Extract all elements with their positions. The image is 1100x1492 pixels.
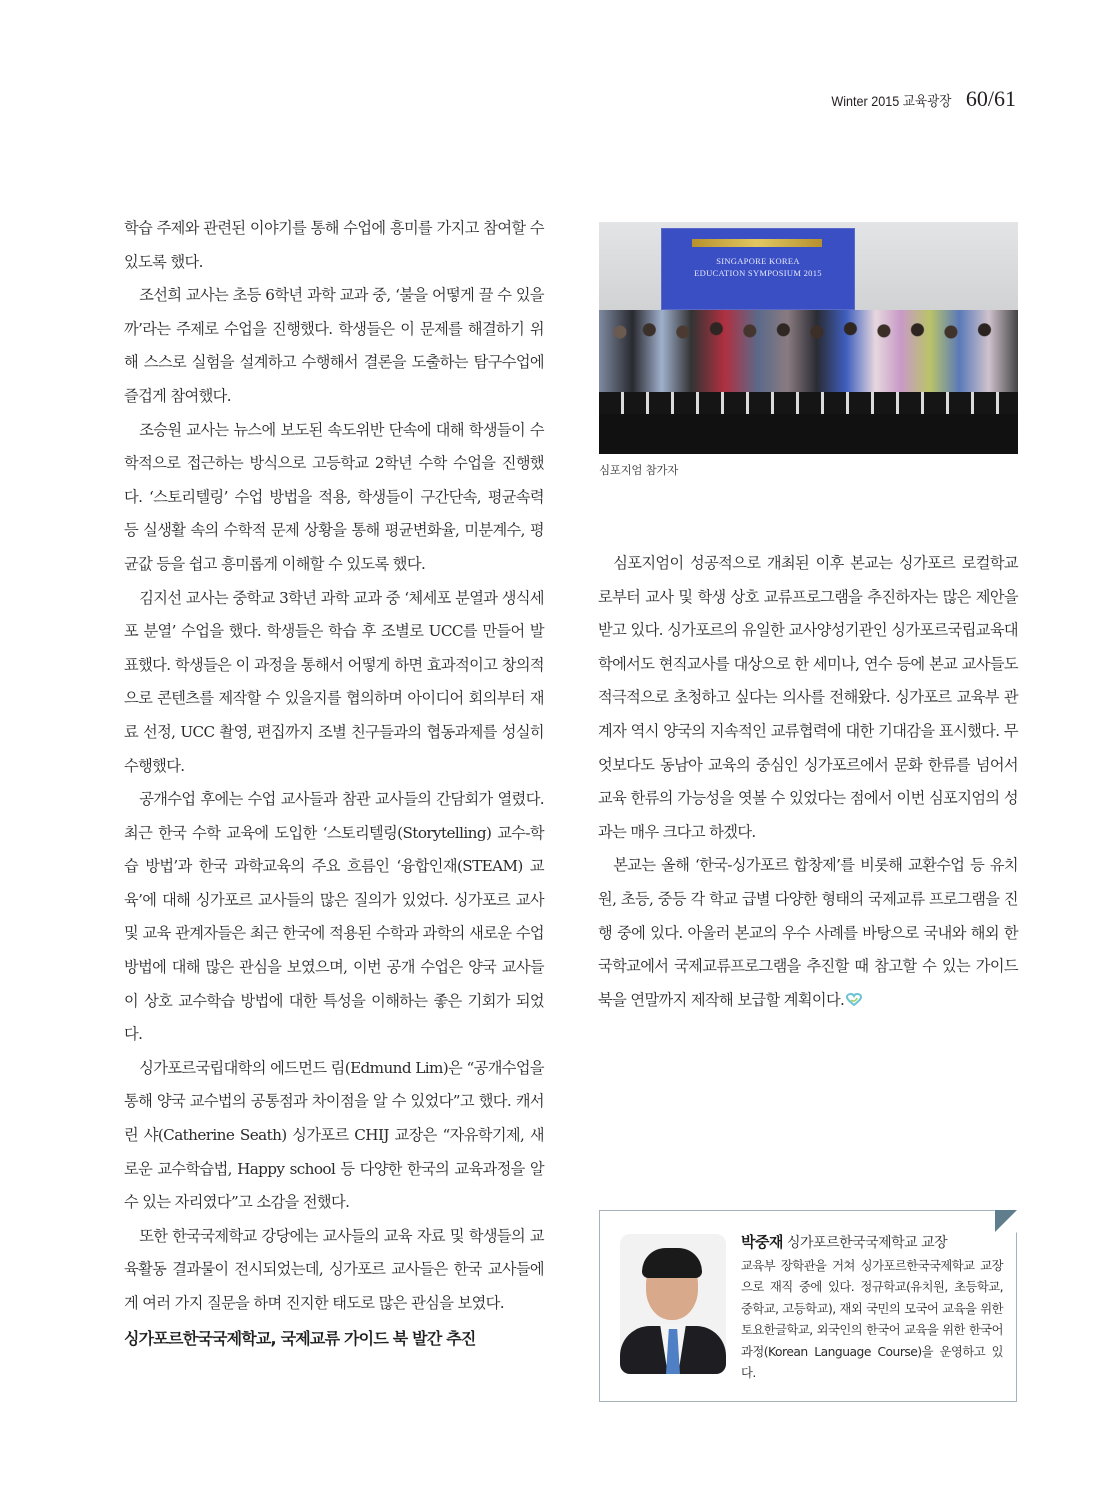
page-numbers: 60/61 (965, 86, 1016, 111)
paragraph-text: 본교는 올해 ‘한국-싱가포르 합창제’를 비롯해 교환수업 등 유치원, 초등, 중등 각 학교 급별 다양한 형태의 국제교류 프로그램을 진행 중에 있다. 아울러 본교의 우수 사례를 바탕으로 국내와 해외 한국학교에서 국제교류프로그램을 추진할 때 참고할 수 있는 가이드북을 연말까지 제작해 보급할 계획이다. (598, 856, 1018, 1009)
banner-text-line2: EDUCATION SYMPOSIUM 2015 (694, 268, 822, 278)
paragraph: 학습 주제와 관련된 이야기를 통해 수업에 흥미를 가지고 참여할 수 있도록 했다. (124, 219, 544, 271)
author-name-line (741, 1232, 1003, 1255)
paragraph: 공개수업 후에는 수업 교사들과 참관 교사들의 간담회가 열렸다. 최근 한국 수학 교육에 도입한 ‘스토리텔링(Storytelling) 교수-학습 방법’과 한국 과학교육의 주요 흐름인 ‘융합인재(STEAM) 교육’에 대해 싱가포르 교사들의 많은 질의가 있었다. 싱가포르 교사 및 교육 관계자들은 최근 한국에 적용된 수학과 과학의 새로운 수업 방법에 대해 많은 관심을 보였으며, 이번 공개 수업은 양국 교사들이 상호 교수학습 방법에 대한 특성을 이해하는 좋은 기회가 되었다. (124, 790, 544, 1044)
paragraph: 싱가포르국립대학의 에드먼드 림(Edmund Lim)은 “공개수업을 통해 양국 교수법의 공통점과 차이점을 알 수 있었다”고 했다. 캐서린 샤(Catherine Seath) 싱가포르 CHIJ 교장은 “자유학기제, 새로운 교수학습법, Happy school 등 다양한 한국의 교육과정을 알 수 있는 자리였다”고 소감을 전했다. (124, 1058, 544, 1212)
symposium-photo (599, 222, 1018, 454)
author-profile-box (599, 1210, 1016, 1402)
paragraph: 조승원 교사는 뉴스에 보도된 속도위반 단속에 대해 학생들이 수학적으로 접근하는 방식으로 고등학교 2학년 수학 수업을 진행했다. ‘스토리텔링’ 수업 방법을 적용, 학생들이 구간단속, 평균속력 등 실생활 속의 수학적 문제 상황을 통해 평균변화율, 미분계수, 평균값 등을 쉽고 흥미롭게 이해할 수 있도록 했다. (124, 420, 544, 573)
symposium-banner (661, 228, 855, 310)
profile-border-top (600, 1210, 995, 1211)
author-title: 싱가포르한국국제학교 교장 (786, 1235, 948, 1251)
author-name: 박중재 (741, 1233, 783, 1251)
author-bio: 교육부 장학관을 거쳐 싱가포르한국국제학교 교장으로 재직 중에 있다. 정규학교(유치원, 초등학교, 중학교, 고등학교), 재외 국민의 모국어 교육을 위한 토요한글학교, 외국인의 한국어 교육을 위한 한국어과정(Korean Language Course)을 운영하고 있다. (741, 1258, 1003, 1380)
banner-text-line1: SINGAPORE KOREA (716, 256, 800, 266)
magazine-issue: Winter 2015 교육광장 (831, 93, 952, 109)
author-portrait (620, 1234, 726, 1374)
paragraph: 심포지엄이 성공적으로 개최된 이후 본교는 싱가포르 로컬학교로부터 교사 및 학생 상호 교류프로그램을 추진하자는 많은 제안을 받고 있다. 싱가포르의 유일한 교사양성기관인 싱가포르국립교육대학에서도 현직교사를 대상으로 한 세미나, 연수 등에 본교 교사들도 적극적으로 초청하고 싶다는 의사를 전해왔다. 싱가포르 교육부 관계자 역시 양국의 지속적인 교류협력에 대한 기대감을 표시했다. 무엇보다도 동남아 교육의 중심인 싱가포르에서 문화 한류를 넘어서 교육 한류의 가능성을 엿볼 수 있었다는 점에서 이번 심포지엄의 성과는 매우 크다고 하겠다. (598, 554, 1018, 841)
paragraph: 김지선 교사는 중학교 3학년 과학 교과 중 ‘체세포 분열과 생식세포 분열’ 수업을 했다. 학생들은 학습 후 조별로 UCC를 만들어 발표했다. 학생들은 이 과정을 통해서 어떻게 하면 효과적이고 창의적으로 콘텐츠를 제작할 수 있을지를 협의하며 아이디어 회의부터 재료 선정, UCC 촬영, 편집까지 조별 친구들과의 협동과제를 성실히 수행했다. (124, 588, 544, 775)
author-info (741, 1232, 1003, 1385)
paragraph (598, 849, 1018, 1017)
paragraph: 또한 한국국제학교 강당에는 교사들의 교육 자료 및 학생들의 교육활동 결과물이 전시되었는데, 싱가포르 교사들은 한국 교사들에게 여러 가지 질문을 하며 진지한 태도로 많은 관심을 보였다. (124, 1226, 544, 1312)
right-column (598, 547, 1018, 1017)
chairs-row (599, 392, 1018, 416)
left-column (124, 212, 544, 1357)
corner-fold-icon (995, 1210, 1017, 1232)
stage (599, 414, 1018, 454)
photo-caption: 심포지엄 참가자 (599, 463, 679, 477)
section-heading: 싱가포르한국국제학교, 국제교류 가이드 북 발간 추진 (124, 1328, 476, 1348)
paragraph: 조선희 교사는 초등 6학년 과학 교과 중, ‘불을 어떻게 끌 수 있을까’라는 주제로 수업을 진행했다. 학생들은 이 문제를 해결하기 위해 스스로 실험을 설계하고 수행해서 결론을 도출하는 탐구수업에 즐겁게 참여했다. (124, 286, 544, 405)
banner-gold-strip (692, 239, 822, 247)
page-header (818, 86, 1016, 112)
profile-border-right (1016, 1232, 1017, 1402)
portrait-hair (642, 1248, 702, 1278)
heart-end-mark-icon (846, 993, 862, 1006)
